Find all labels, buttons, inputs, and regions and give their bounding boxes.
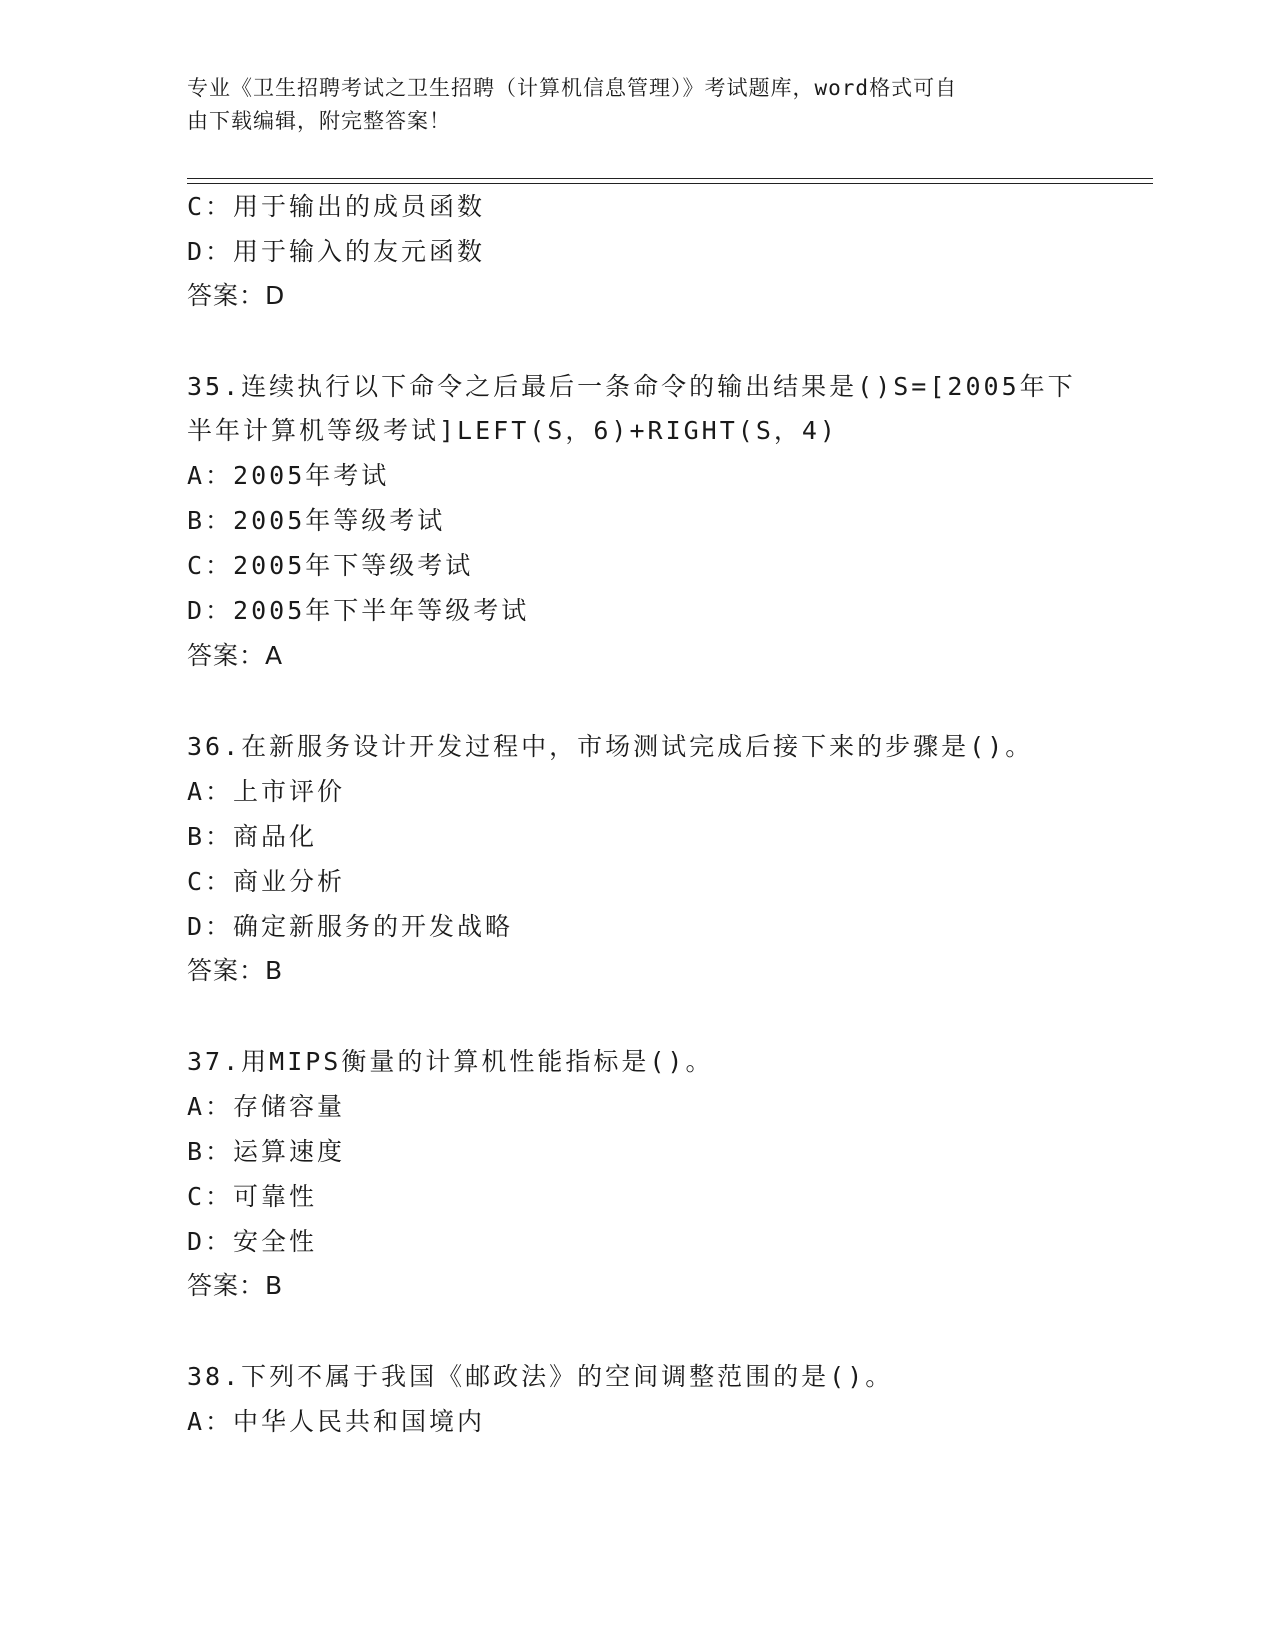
q35-answer: 答案：A xyxy=(187,641,284,670)
q35-option-b: B：2005年等级考试 xyxy=(187,506,446,535)
document-header xyxy=(187,72,1067,138)
q36-option-a: A：上市评价 xyxy=(187,777,346,806)
header-divider-bottom xyxy=(187,183,1153,184)
q37-option-b: B：运算速度 xyxy=(187,1137,346,1166)
q35-option-a: A：2005年考试 xyxy=(187,461,390,490)
q37-option-d: D：安全性 xyxy=(187,1227,318,1256)
header-divider-top xyxy=(187,178,1153,179)
q36-option-b: B：商品化 xyxy=(187,822,318,851)
q36-answer: 答案：B xyxy=(187,956,284,985)
q35-option-d: D：2005年下半年等级考试 xyxy=(187,596,530,625)
q36-option-d: D：确定新服务的开发战略 xyxy=(187,912,514,941)
q36-option-c: C：商业分析 xyxy=(187,867,346,896)
q34-option-d: D：用于输入的友元函数 xyxy=(187,237,486,266)
q37-stem: 37.用MIPS衡量的计算机性能指标是()。 xyxy=(187,1047,714,1076)
q34-option-c: C：用于输出的成员函数 xyxy=(187,192,486,221)
header-line-2: 由下载编辑，附完整答案！ xyxy=(187,109,451,133)
q38-option-a: A：中华人民共和国境内 xyxy=(187,1407,486,1436)
q37-answer: 答案：B xyxy=(187,1271,284,1300)
q35-stem-line-2: 半年计算机等级考试]LEFT(S，6)+RIGHT(S，4) xyxy=(187,416,838,445)
q38-stem: 38.下列不属于我国《邮政法》的空间调整范围的是()。 xyxy=(187,1362,894,1391)
header-line-1: 专业《卫生招聘考试之卫生招聘（计算机信息管理）》考试题库，word格式可自 xyxy=(187,76,958,100)
q35-stem-line-1: 35.连续执行以下命令之后最后一条命令的输出结果是()S=[2005年下 xyxy=(187,372,1076,401)
q36-stem: 36.在新服务设计开发过程中，市场测试完成后接下来的步骤是()。 xyxy=(187,732,1034,761)
q37-option-c: C：可靠性 xyxy=(187,1182,318,1211)
q37-option-a: A：存储容量 xyxy=(187,1092,346,1121)
q35-option-c: C：2005年下等级考试 xyxy=(187,551,474,580)
q34-answer: 答案：D xyxy=(187,281,286,310)
